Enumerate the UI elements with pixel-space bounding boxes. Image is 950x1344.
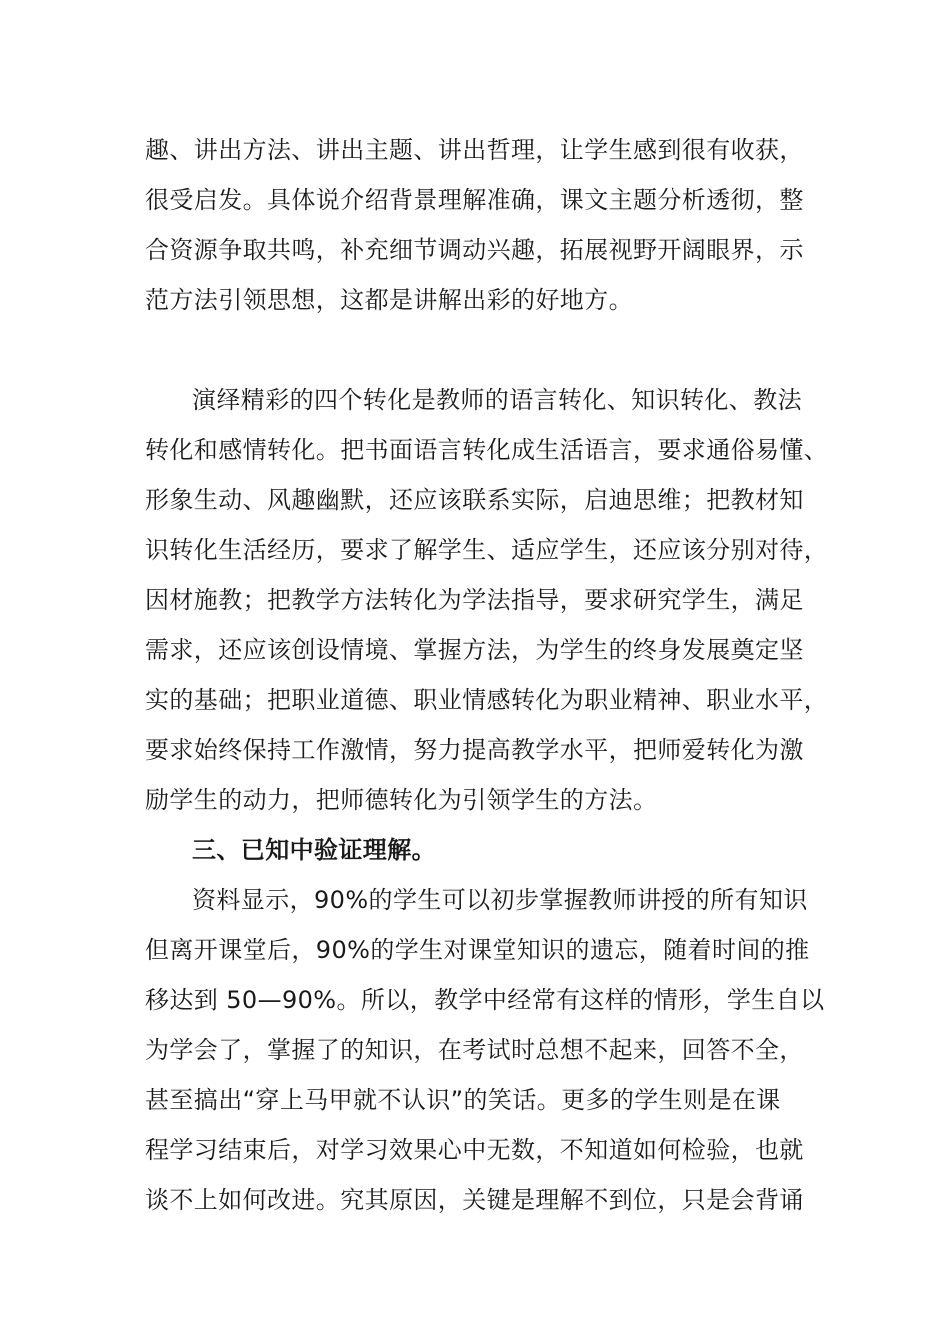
text-line: 甚至搞出“穿上马甲就不认识”的笑话。更多的学生则是在课 bbox=[145, 1086, 781, 1114]
text-line: 程学习结束后，对学习效果心中无数，不知道如何检验，也就 bbox=[145, 1136, 804, 1164]
text-line: 需求，还应该创设情境、掌握方法，为学生的终身发展奠定坚 bbox=[145, 636, 804, 664]
section-heading: 三、已知中验证理解。 bbox=[192, 836, 436, 864]
text-line: 要求始终保持工作激情，努力提高教学水平，把师爱转化为激 bbox=[145, 736, 804, 764]
text-line: 很受启发。具体说介绍背景理解准确，课文主题分析透彻，整 bbox=[145, 186, 804, 214]
text-line: 但离开课堂后，90%的学生对课堂知识的遗忘，随着时间的推 bbox=[145, 936, 810, 964]
text-line: 识转化生活经历，要求了解学生、适应学生，还应该分别对待， bbox=[145, 536, 829, 564]
text-line: 合资源争取共鸣，补充细节调动兴趣，拓展视野开阔眼界，示 bbox=[145, 236, 804, 264]
text-line: 因材施教；把教学方法转化为学法指导，要求研究学生，满足 bbox=[145, 586, 804, 614]
text-line: 范方法引领思想，这都是讲解出彩的好地方。 bbox=[145, 286, 633, 314]
text-line: 转化和感情转化。把书面语言转化成生活语言，要求通俗易懂、 bbox=[145, 436, 829, 464]
text-line: 演绎精彩的四个转化是教师的语言转化、知识转化、教法 bbox=[192, 386, 802, 414]
text-line: 资料显示，90%的学生可以初步掌握教师讲授的所有知识 bbox=[192, 886, 808, 914]
text-line: 形象生动、风趣幽默，还应该联系实际，启迪思维；把教材知 bbox=[145, 486, 804, 514]
text-line: 移达到 50—90%。所以，教学中经常有这样的情形，学生自以 bbox=[145, 986, 825, 1014]
text-line: 实的基础；把职业道德、职业情感转化为职业精神、职业水平， bbox=[145, 686, 829, 714]
text-line: 为学会了，掌握了的知识，在考试时总想不起来，回答不全， bbox=[145, 1036, 804, 1064]
text-line: 趣、讲出方法、讲出主题、讲出哲理，让学生感到很有收获， bbox=[145, 136, 804, 164]
text-line: 谈不上如何改进。究其原因，关键是理解不到位，只是会背诵 bbox=[145, 1186, 804, 1214]
text-line: 励学生的动力，把师德转化为引领学生的方法。 bbox=[145, 786, 658, 814]
